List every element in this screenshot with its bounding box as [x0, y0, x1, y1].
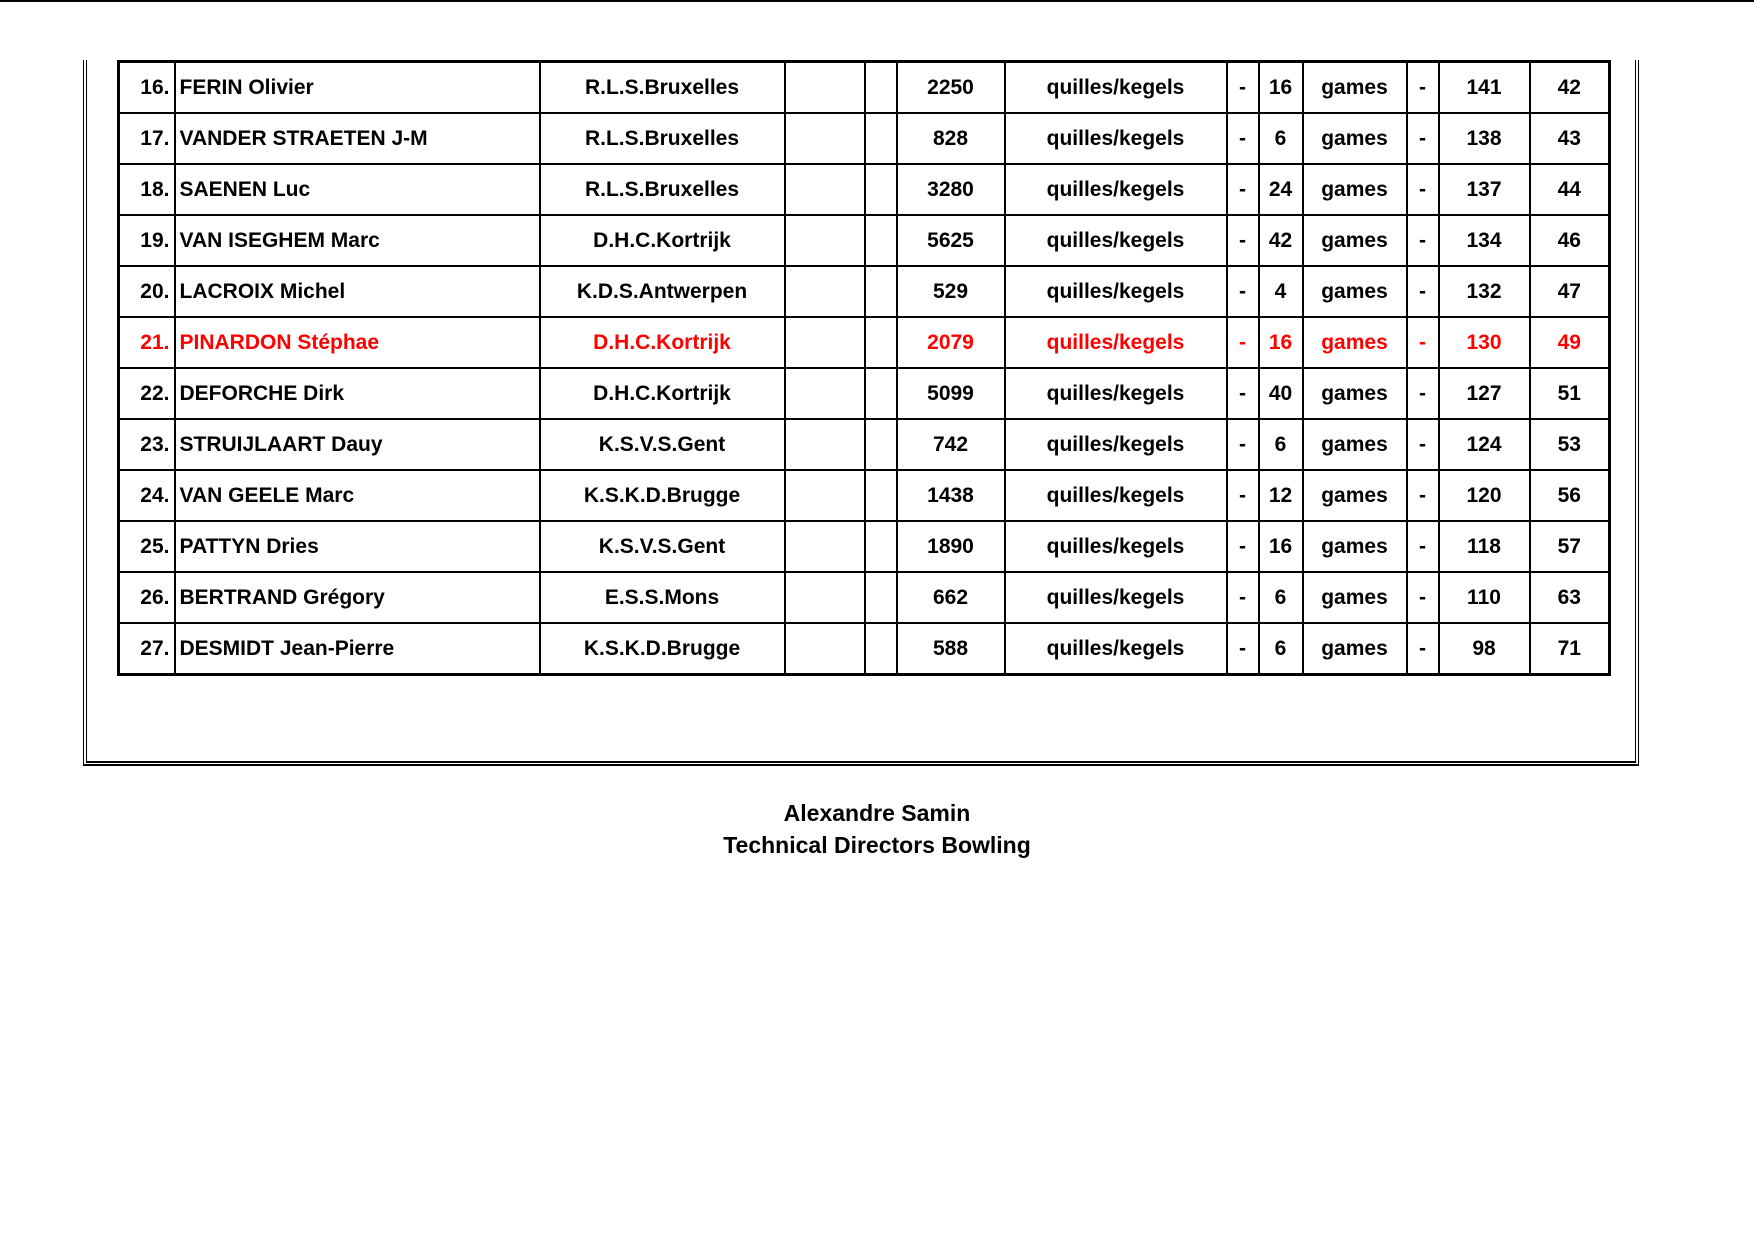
games-cell: 6: [1259, 113, 1303, 164]
top-border-line: [0, 0, 1754, 2]
empty-cell: [865, 368, 897, 419]
separator-cell: -: [1227, 623, 1259, 675]
signature-name: Alexandre Samin: [783, 800, 971, 826]
player-name-cell: VANDER STRAETEN J-M: [175, 113, 540, 164]
empty-cell: [865, 521, 897, 572]
separator-cell: -: [1407, 623, 1439, 675]
club-cell: K.S.V.S.Gent: [540, 521, 785, 572]
club-cell: K.S.K.D.Brugge: [540, 623, 785, 675]
games-unit-cell: games: [1303, 521, 1407, 572]
empty-cell: [865, 317, 897, 368]
separator-cell: -: [1407, 62, 1439, 114]
pins-unit-cell: quilles/kegels: [1005, 521, 1227, 572]
games-cell: 6: [1259, 419, 1303, 470]
empty-cell: [785, 317, 865, 368]
pins-unit-cell: quilles/kegels: [1005, 317, 1227, 368]
table-row: [119, 215, 1610, 266]
separator-cell: -: [1227, 572, 1259, 623]
games-unit-cell: games: [1303, 623, 1407, 675]
handicap-cell: 57: [1530, 521, 1610, 572]
games-cell: 16: [1259, 317, 1303, 368]
handicap-cell: 56: [1530, 470, 1610, 521]
empty-cell: [785, 266, 865, 317]
table-row: [119, 521, 1610, 572]
pins-cell: 662: [897, 572, 1005, 623]
separator-cell: -: [1407, 164, 1439, 215]
player-name-cell: VAN GEELE Marc: [175, 470, 540, 521]
separator-cell: -: [1407, 572, 1439, 623]
club-cell: K.D.S.Antwerpen: [540, 266, 785, 317]
pins-unit-cell: quilles/kegels: [1005, 419, 1227, 470]
games-unit-cell: games: [1303, 572, 1407, 623]
games-unit-cell: games: [1303, 164, 1407, 215]
pins-unit-cell: quilles/kegels: [1005, 623, 1227, 675]
average-cell: 130: [1439, 317, 1530, 368]
separator-cell: -: [1227, 62, 1259, 114]
average-cell: 137: [1439, 164, 1530, 215]
pins-unit-cell: quilles/kegels: [1005, 164, 1227, 215]
player-name-cell: DEFORCHE Dirk: [175, 368, 540, 419]
games-cell: 40: [1259, 368, 1303, 419]
player-name-cell: BERTRAND Grégory: [175, 572, 540, 623]
average-cell: 98: [1439, 623, 1530, 675]
signature-title: Technical Directors Bowling: [723, 832, 1031, 858]
signature-block: [0, 797, 1754, 861]
rank-cell: 27.: [119, 623, 175, 675]
pins-cell: 1890: [897, 521, 1005, 572]
table-row: [119, 470, 1610, 521]
separator-cell: -: [1407, 419, 1439, 470]
handicap-cell: 53: [1530, 419, 1610, 470]
handicap-cell: 51: [1530, 368, 1610, 419]
empty-cell: [785, 164, 865, 215]
empty-cell: [865, 572, 897, 623]
games-unit-cell: games: [1303, 266, 1407, 317]
handicap-cell: 47: [1530, 266, 1610, 317]
average-cell: 124: [1439, 419, 1530, 470]
games-cell: 16: [1259, 521, 1303, 572]
pins-cell: 742: [897, 419, 1005, 470]
empty-cell: [865, 419, 897, 470]
club-cell: R.L.S.Bruxelles: [540, 164, 785, 215]
empty-cell: [785, 368, 865, 419]
player-name-cell: SAENEN Luc: [175, 164, 540, 215]
handicap-cell: 42: [1530, 62, 1610, 114]
empty-cell: [865, 113, 897, 164]
separator-cell: -: [1227, 164, 1259, 215]
empty-cell: [785, 62, 865, 114]
table-row: [119, 419, 1610, 470]
separator-cell: -: [1227, 368, 1259, 419]
empty-cell: [785, 623, 865, 675]
table-row: [119, 368, 1610, 419]
games-unit-cell: games: [1303, 419, 1407, 470]
separator-cell: -: [1227, 113, 1259, 164]
separator-cell: -: [1227, 521, 1259, 572]
pins-unit-cell: quilles/kegels: [1005, 215, 1227, 266]
rank-cell: 25.: [119, 521, 175, 572]
games-cell: 6: [1259, 572, 1303, 623]
rank-cell: 24.: [119, 470, 175, 521]
average-cell: 118: [1439, 521, 1530, 572]
pins-cell: 2250: [897, 62, 1005, 114]
player-name-cell: PINARDON Stéphae: [175, 317, 540, 368]
separator-cell: -: [1407, 521, 1439, 572]
games-unit-cell: games: [1303, 62, 1407, 114]
pins-cell: 5625: [897, 215, 1005, 266]
pins-unit-cell: quilles/kegels: [1005, 62, 1227, 114]
rank-cell: 16.: [119, 62, 175, 114]
empty-cell: [785, 419, 865, 470]
table-row: [119, 572, 1610, 623]
games-unit-cell: games: [1303, 113, 1407, 164]
separator-cell: -: [1227, 266, 1259, 317]
handicap-cell: 49: [1530, 317, 1610, 368]
club-cell: R.L.S.Bruxelles: [540, 62, 785, 114]
pins-unit-cell: quilles/kegels: [1005, 368, 1227, 419]
rank-cell: 21.: [119, 317, 175, 368]
handicap-cell: 71: [1530, 623, 1610, 675]
separator-cell: -: [1407, 215, 1439, 266]
separator-cell: -: [1407, 317, 1439, 368]
average-cell: 141: [1439, 62, 1530, 114]
average-cell: 132: [1439, 266, 1530, 317]
separator-cell: -: [1227, 317, 1259, 368]
average-cell: 127: [1439, 368, 1530, 419]
empty-cell: [785, 113, 865, 164]
table-row: [119, 317, 1610, 368]
average-cell: 120: [1439, 470, 1530, 521]
club-cell: D.H.C.Kortrijk: [540, 317, 785, 368]
games-unit-cell: games: [1303, 215, 1407, 266]
rank-cell: 23.: [119, 419, 175, 470]
table-row: [119, 623, 1610, 675]
pins-cell: 828: [897, 113, 1005, 164]
ranking-table: [117, 60, 1611, 676]
separator-cell: -: [1407, 470, 1439, 521]
games-cell: 6: [1259, 623, 1303, 675]
separator-cell: -: [1407, 266, 1439, 317]
games-cell: 24: [1259, 164, 1303, 215]
pins-cell: 3280: [897, 164, 1005, 215]
pins-cell: 529: [897, 266, 1005, 317]
empty-cell: [865, 470, 897, 521]
empty-cell: [865, 62, 897, 114]
average-cell: 134: [1439, 215, 1530, 266]
separator-cell: -: [1227, 215, 1259, 266]
club-cell: K.S.K.D.Brugge: [540, 470, 785, 521]
table-row: [119, 266, 1610, 317]
handicap-cell: 44: [1530, 164, 1610, 215]
player-name-cell: LACROIX Michel: [175, 266, 540, 317]
empty-cell: [865, 215, 897, 266]
pins-unit-cell: quilles/kegels: [1005, 113, 1227, 164]
rank-cell: 18.: [119, 164, 175, 215]
handicap-cell: 63: [1530, 572, 1610, 623]
club-cell: R.L.S.Bruxelles: [540, 113, 785, 164]
average-cell: 110: [1439, 572, 1530, 623]
table-row: [119, 164, 1610, 215]
games-cell: 42: [1259, 215, 1303, 266]
rank-cell: 22.: [119, 368, 175, 419]
separator-cell: -: [1407, 368, 1439, 419]
table-row: [119, 62, 1610, 114]
empty-cell: [865, 623, 897, 675]
empty-cell: [865, 164, 897, 215]
table-row: [119, 113, 1610, 164]
pins-unit-cell: quilles/kegels: [1005, 470, 1227, 521]
player-name-cell: FERIN Olivier: [175, 62, 540, 114]
club-cell: K.S.V.S.Gent: [540, 419, 785, 470]
ranking-table-body: [119, 62, 1610, 675]
pins-unit-cell: quilles/kegels: [1005, 266, 1227, 317]
games-cell: 16: [1259, 62, 1303, 114]
rank-cell: 26.: [119, 572, 175, 623]
separator-cell: -: [1227, 470, 1259, 521]
games-unit-cell: games: [1303, 368, 1407, 419]
club-cell: E.S.S.Mons: [540, 572, 785, 623]
pins-cell: 5099: [897, 368, 1005, 419]
separator-cell: -: [1407, 113, 1439, 164]
games-unit-cell: games: [1303, 470, 1407, 521]
games-cell: 12: [1259, 470, 1303, 521]
handicap-cell: 43: [1530, 113, 1610, 164]
rank-cell: 20.: [119, 266, 175, 317]
player-name-cell: DESMIDT Jean-Pierre: [175, 623, 540, 675]
empty-cell: [865, 266, 897, 317]
games-cell: 4: [1259, 266, 1303, 317]
average-cell: 138: [1439, 113, 1530, 164]
pins-cell: 2079: [897, 317, 1005, 368]
pins-cell: 1438: [897, 470, 1005, 521]
separator-cell: -: [1227, 419, 1259, 470]
rank-cell: 17.: [119, 113, 175, 164]
empty-cell: [785, 572, 865, 623]
rank-cell: 19.: [119, 215, 175, 266]
empty-cell: [785, 521, 865, 572]
pins-cell: 588: [897, 623, 1005, 675]
empty-cell: [785, 470, 865, 521]
player-name-cell: PATTYN Dries: [175, 521, 540, 572]
club-cell: D.H.C.Kortrijk: [540, 215, 785, 266]
pins-unit-cell: quilles/kegels: [1005, 572, 1227, 623]
player-name-cell: VAN ISEGHEM Marc: [175, 215, 540, 266]
handicap-cell: 46: [1530, 215, 1610, 266]
games-unit-cell: games: [1303, 317, 1407, 368]
club-cell: D.H.C.Kortrijk: [540, 368, 785, 419]
empty-cell: [785, 215, 865, 266]
player-name-cell: STRUIJLAART Dauy: [175, 419, 540, 470]
